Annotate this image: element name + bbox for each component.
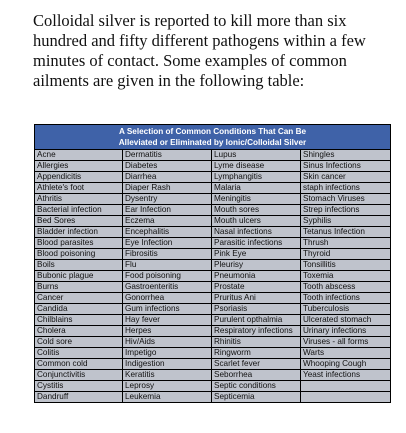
table-row [35, 216, 391, 227]
table-cell: Urinary infections [301, 326, 391, 337]
table-cell: Dermatitis [123, 150, 212, 161]
table-cell: Cancer [35, 293, 123, 304]
table-cell: Yeast infections [301, 370, 391, 381]
table-cell: Stomach Viruses [301, 194, 391, 205]
table-cell: Fibrositis [123, 249, 212, 260]
table-title-line-2: Alleviated or Eliminated by Ionic/Colloidal Silver [118, 138, 307, 147]
table-cell: Parasitic infections [212, 238, 301, 249]
table-cell: Thyroid [301, 249, 391, 260]
table-cell [301, 381, 391, 392]
table-cell: Malaria [212, 183, 301, 194]
table-row [35, 315, 391, 326]
table-row [35, 271, 391, 282]
table-cell: Bladder infection [35, 227, 123, 238]
table-cell: Gastroenteritis [123, 282, 212, 293]
table-cell: Cystitis [35, 381, 123, 392]
table-cell: Tooth infections [301, 293, 391, 304]
table-cell: Bubonic plague [35, 271, 123, 282]
table-cell: Bed Sores [35, 216, 123, 227]
table-cell: Pleurisy [212, 260, 301, 271]
table-cell: Lupus [212, 150, 301, 161]
table-cell: Pruritus Ani [212, 293, 301, 304]
conditions-table-body [35, 150, 391, 403]
table-cell: Tooth abscess [301, 282, 391, 293]
table-row [35, 183, 391, 194]
table-cell: Boils [35, 260, 123, 271]
table-row [35, 293, 391, 304]
table-row [35, 194, 391, 205]
table-cell: Purulent opthalmia [212, 315, 301, 326]
table-cell: Colitis [35, 348, 123, 359]
table-cell: Sinus Infections [301, 161, 391, 172]
intro-paragraph: Colloidal silver is reported to kill more than six hundred and fifty different pathogens within a few minutes of contact. Some examples of common ailments are given in the following table: [33, 11, 366, 90]
table-cell: Leprosy [123, 381, 212, 392]
table-cell: Tuberculosis [301, 304, 391, 315]
table-cell: Tetanus Infection [301, 227, 391, 238]
table-cell: Strep infections [301, 205, 391, 216]
table-cell: Mouth sores [212, 205, 301, 216]
table-cell: Shingles [301, 150, 391, 161]
table-row [35, 227, 391, 238]
table-row [35, 392, 391, 403]
table-cell: Skin cancer [301, 172, 391, 183]
table-cell: Respiratory infections [212, 326, 301, 337]
table-row [35, 282, 391, 293]
table-row [35, 304, 391, 315]
table-cell: Scarlet fever [212, 359, 301, 370]
table-row [35, 348, 391, 359]
table-cell: Allergies [35, 161, 123, 172]
table-cell: Cold sore [35, 337, 123, 348]
table-cell: Nasal infections [212, 227, 301, 238]
table-cell: Septic conditions [212, 381, 301, 392]
table-cell: Leukemia [123, 392, 212, 403]
table-cell: Dandruff [35, 392, 123, 403]
table-cell: Pink Eye [212, 249, 301, 260]
table-cell: Burns [35, 282, 123, 293]
table-cell: Prostate [212, 282, 301, 293]
table-cell: Lyme disease [212, 161, 301, 172]
table-cell: Food poisoning [123, 271, 212, 282]
table-cell: Diaper Rash [123, 183, 212, 194]
conditions-table [34, 124, 391, 403]
table-row [35, 249, 391, 260]
table-row [35, 260, 391, 271]
table-cell: Lymphangitis [212, 172, 301, 183]
table-cell: Herpes [123, 326, 212, 337]
table-row [35, 359, 391, 370]
table-title [34, 124, 391, 149]
table-cell: Gonorrhea [123, 293, 212, 304]
table-cell: Keratitis [123, 370, 212, 381]
table-row [35, 150, 391, 161]
table-row [35, 205, 391, 216]
table-cell: Eye Infection [123, 238, 212, 249]
table-cell: Blood poisoning [35, 249, 123, 260]
table-cell: Cholera [35, 326, 123, 337]
table-cell: Impetigo [123, 348, 212, 359]
table-cell: Rhinitis [212, 337, 301, 348]
table-row [35, 370, 391, 381]
table-title-line-1: A Selection of Common Conditions That Can Be [118, 127, 307, 136]
table-cell: Syphilis [301, 216, 391, 227]
table-cell: Athritis [35, 194, 123, 205]
table-cell: Acne [35, 150, 123, 161]
table-cell: Hiv/Aids [123, 337, 212, 348]
table-cell: Dysentry [123, 194, 212, 205]
table-cell: Meningitis [212, 194, 301, 205]
table-cell: Viruses - all forms [301, 337, 391, 348]
table-row [35, 238, 391, 249]
table-cell: Seborrhea [212, 370, 301, 381]
table-cell: Ulcerated stomach [301, 315, 391, 326]
table-cell: Indigestion [123, 359, 212, 370]
table-cell: Tonsillitis [301, 260, 391, 271]
table-cell: Diarrhea [123, 172, 212, 183]
table-cell: Encephalitis [123, 227, 212, 238]
table-cell: Diabetes [123, 161, 212, 172]
table-row [35, 381, 391, 392]
table-cell: Hay fever [123, 315, 212, 326]
table-cell: Ear Infection [123, 205, 212, 216]
table-cell: Conjunctivitis [35, 370, 123, 381]
table-cell: Pneumonia [212, 271, 301, 282]
table-row [35, 326, 391, 337]
table-cell: Eczema [123, 216, 212, 227]
table-cell: Candida [35, 304, 123, 315]
table-cell: Toxemia [301, 271, 391, 282]
table-cell: Mouth ulcers [212, 216, 301, 227]
table-cell: Ringworm [212, 348, 301, 359]
table-cell: Whooping Cough [301, 359, 391, 370]
table-cell: Chilblains [35, 315, 123, 326]
table-cell: Septicemia [212, 392, 301, 403]
table-cell [301, 392, 391, 403]
table-cell: Thrush [301, 238, 391, 249]
table-cell: Gum infections [123, 304, 212, 315]
table-cell: Blood parasites [35, 238, 123, 249]
conditions-table-container [34, 124, 390, 403]
table-row [35, 161, 391, 172]
table-row [35, 172, 391, 183]
table-cell: Athlete's foot [35, 183, 123, 194]
table-cell: Warts [301, 348, 391, 359]
table-row [35, 337, 391, 348]
table-cell: Psoriasis [212, 304, 301, 315]
table-cell: Flu [123, 260, 212, 271]
table-cell: Bacterial infection [35, 205, 123, 216]
table-cell: Common cold [35, 359, 123, 370]
table-cell: staph infections [301, 183, 391, 194]
table-cell: Appendicitis [35, 172, 123, 183]
